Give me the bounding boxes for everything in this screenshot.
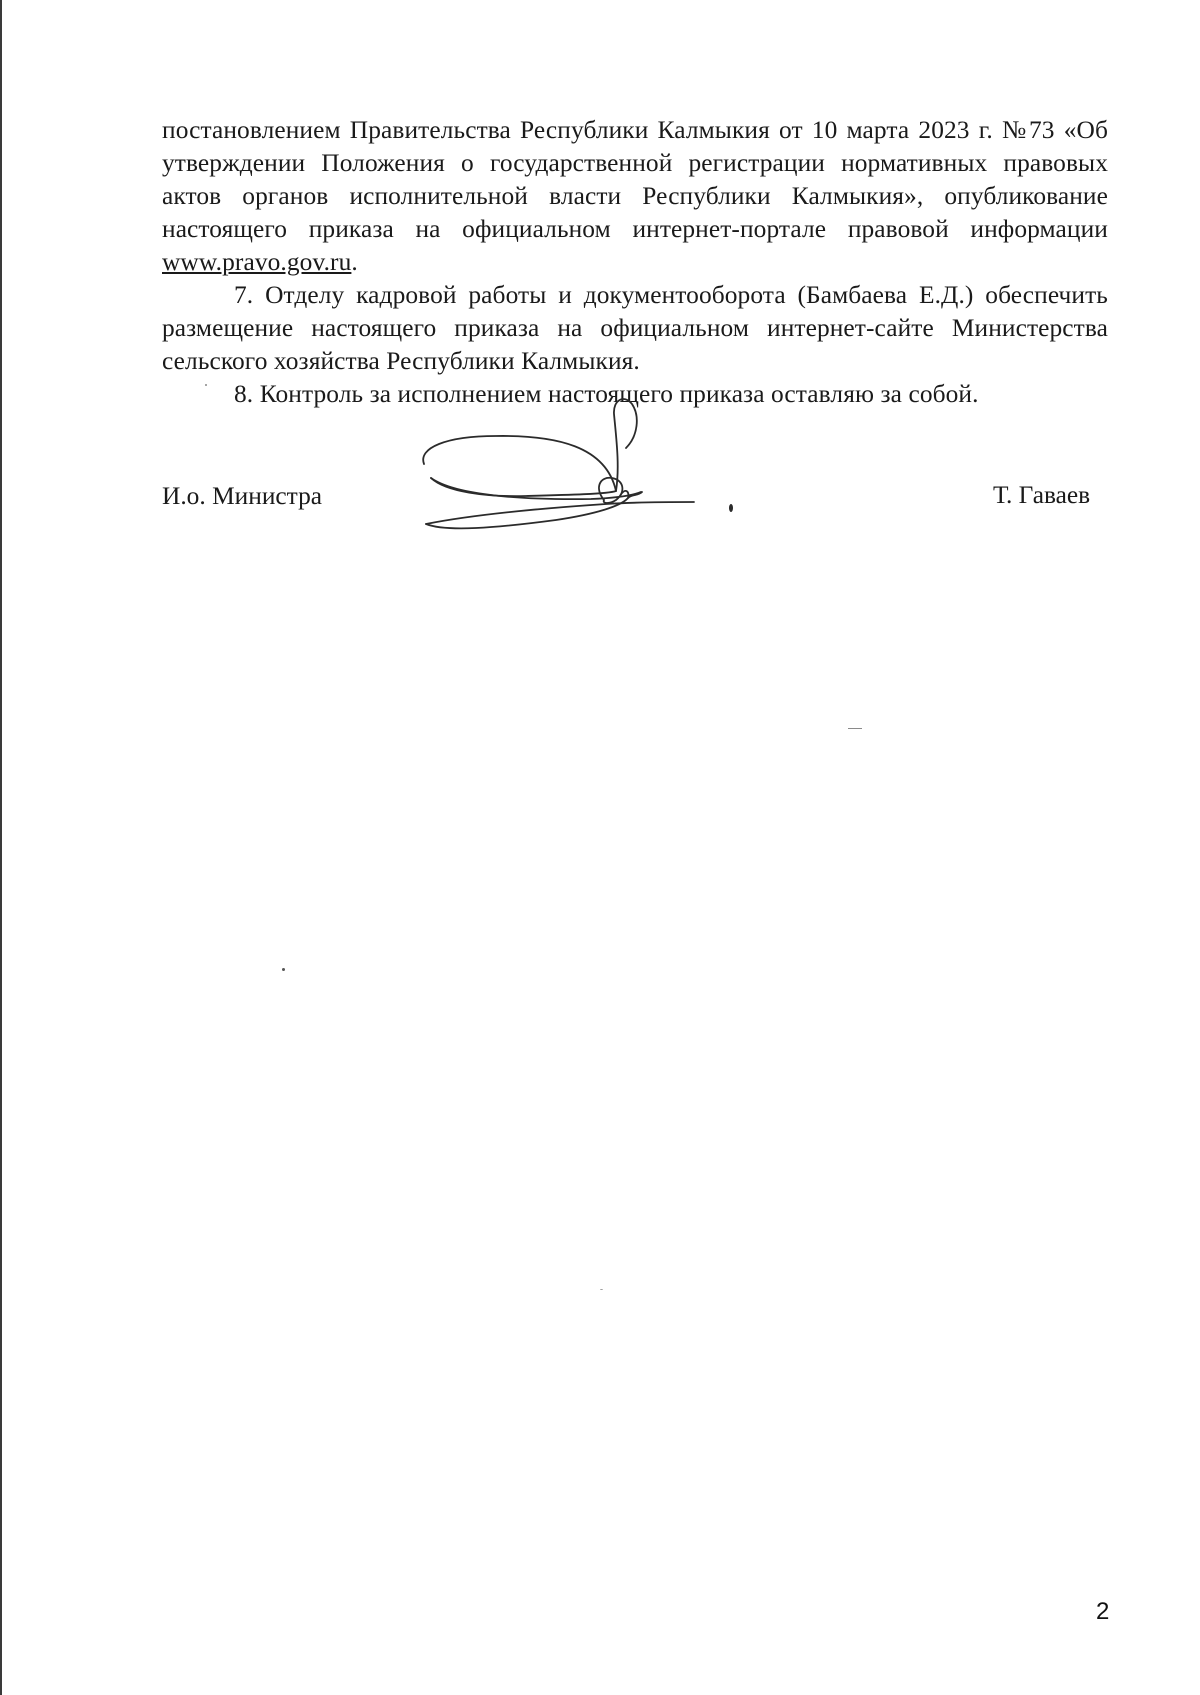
scan-edge	[0, 0, 2, 1695]
scan-speck	[600, 1289, 603, 1290]
page-number: 2	[1096, 1598, 1110, 1625]
document-body	[162, 114, 1108, 411]
paragraph-publication-text: постановлением Правительства Республики Калмыкия от 10 марта 2023 г. №73 «Об утверждении Положения о государственной регистрации нормативных правовых актов органов исполнительной власти Республики Калмыкия», опубликование настоящего приказа на официальном интернет-портале правовой информации	[162, 116, 1108, 243]
paragraph-item-7: 7. Отделу кадровой работы и документооборота (Бамбаева Е.Д.) обеспечить размещение настоящего приказа на официальном интернет-сайте Министерства сельского хозяйства Республики Калмыкия.	[162, 281, 1108, 375]
paragraph-item-8: 8. Контроль за исполнением настоящего приказа оставляю за собой.	[234, 380, 979, 408]
scan-speck	[848, 728, 862, 729]
paragraph-publication-end: .	[351, 248, 358, 276]
signatory-name: Т. Гаваев	[993, 481, 1091, 509]
pravo-link[interactable]: www.pravo.gov.ru	[162, 248, 352, 276]
signatory-position: И.о. Министра	[162, 482, 323, 510]
scan-speck	[282, 968, 285, 971]
paragraph-publication	[162, 114, 1108, 279]
scan-speck	[205, 384, 207, 386]
handwritten-signature	[416, 396, 746, 546]
